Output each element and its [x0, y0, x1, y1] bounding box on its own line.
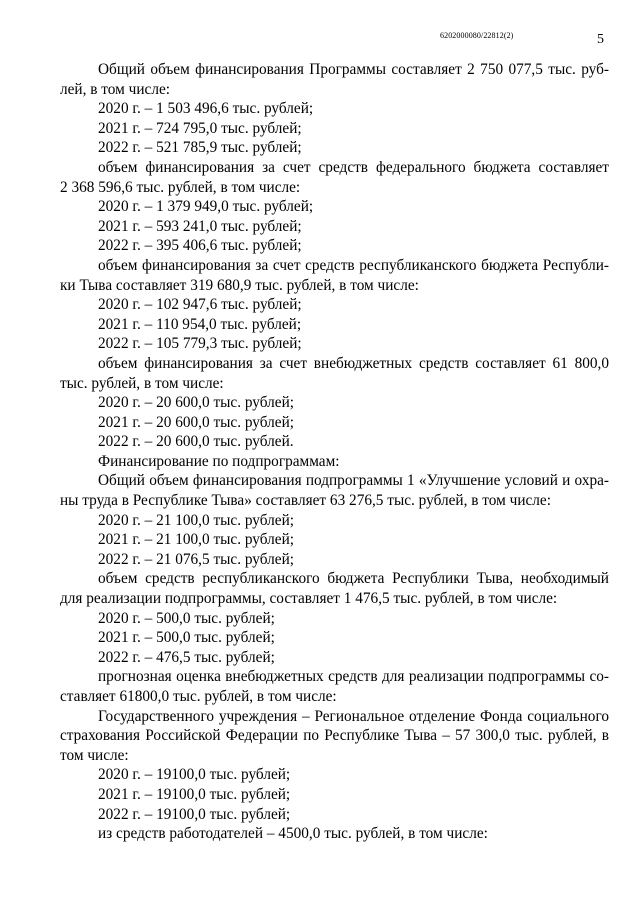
paragraph-line: ны труда в Республике Тыва» составляет 63 276,5 тыс. рублей, в том числе: — [60, 492, 551, 510]
paragraph-line: 2021 г. – 110 954,0 тыс. рублей; — [98, 315, 302, 333]
paragraph-line: 2022 г. – 521 785,9 тыс. рублей; — [98, 139, 302, 157]
paragraph-line: том числе: — [60, 746, 129, 764]
paragraph-line: 2021 г. – 500,0 тыс. рублей; — [98, 629, 275, 647]
paragraph-line: для реализации подпрограммы, составляет 1 476,5 тыс. рублей, в том числе: — [60, 590, 558, 608]
paragraph-line: объем средств республиканского бюджета Республики Тыва, необходимый — [98, 570, 609, 588]
paragraph-line: Государственного учреждения – Региональное отделение Фонда социального — [98, 707, 609, 725]
page-number: 5 — [597, 32, 604, 47]
paragraph-line: 2022 г. – 395 406,6 тыс. рублей; — [98, 237, 302, 255]
paragraph-line: объем финансирования за счет средств республиканского бюджета Республи- — [98, 256, 609, 274]
paragraph-line: 2020 г. – 1 503 496,6 тыс. рублей; — [98, 100, 314, 118]
paragraph-line: тыс. рублей, в том числе: — [60, 374, 224, 392]
paragraph-line: 2022 г. – 476,5 тыс. рублей; — [98, 648, 275, 666]
document-id: 6202000080/22812(2) — [440, 31, 514, 40]
paragraph-line: 2021 г. – 593 241,0 тыс. рублей; — [98, 217, 302, 235]
paragraph-line: из средств работодателей – 4500,0 тыс. рублей, в том числе: — [98, 825, 488, 843]
paragraph-line: Финансирование по подпрограммам: — [98, 452, 340, 470]
paragraph-line: страхования Российской Федерации по Республике Тыва – 57 300,0 тыс. рублей, в — [60, 727, 609, 745]
paragraph-line: ки Тыва составляет 319 680,9 тыс. рублей, в том числе: — [60, 276, 419, 294]
paragraph-line: 2020 г. – 500,0 тыс. рублей; — [98, 609, 275, 627]
paragraph-line: 2020 г. – 102 947,6 тыс. рублей; — [98, 296, 302, 314]
paragraph-line: объем финансирования за счет внебюджетных средств составляет 61 800,0 — [98, 354, 609, 372]
paragraph-line: 2020 г. – 1 379 949,0 тыс. рублей; — [98, 198, 314, 216]
paragraph-line: 2021 г. – 20 600,0 тыс. рублей; — [98, 413, 295, 431]
paragraph-line: 2021 г. – 21 100,0 тыс. рублей; — [98, 531, 295, 549]
paragraph-line: 2022 г. – 105 779,3 тыс. рублей; — [98, 335, 302, 353]
paragraph-line: 2021 г. – 19100,0 тыс. рублей; — [98, 785, 291, 803]
paragraph-line: объем финансирования за счет средств федерального бюджета составляет — [98, 158, 609, 176]
paragraph-line: 2022 г. – 20 600,0 тыс. рублей. — [98, 433, 294, 451]
paragraph-line: Общий объем финансирования подпрограммы 1 «Улучшение условий и охра- — [98, 472, 609, 490]
paragraph-line: 2022 г. – 19100,0 тыс. рублей; — [98, 805, 291, 823]
document-body — [60, 60, 609, 844]
paragraph-line: 2022 г. – 21 076,5 тыс. рублей; — [98, 550, 295, 568]
paragraph-line: лей, в том числе: — [60, 80, 170, 98]
paragraph-line: 2 368 596,6 тыс. рублей, в том числе: — [60, 178, 301, 196]
paragraph-line: 2020 г. – 21 100,0 тыс. рублей; — [98, 511, 295, 529]
paragraph-line: 2020 г. – 19100,0 тыс. рублей; — [98, 766, 291, 784]
paragraph-line: прогнозная оценка внебюджетных средств для реализации подпрограммы со- — [98, 668, 609, 686]
paragraph-line: 2020 г. – 20 600,0 тыс. рублей; — [98, 394, 295, 412]
paragraph-line: Общий объем финансирования Программы составляет 2 750 077,5 тыс. руб- — [98, 61, 609, 78]
paragraph-line: 2021 г. – 724 795,0 тыс. рублей; — [98, 119, 302, 137]
paragraph-line: ставляет 61800,0 тыс. рублей, в том числе: — [60, 688, 337, 705]
